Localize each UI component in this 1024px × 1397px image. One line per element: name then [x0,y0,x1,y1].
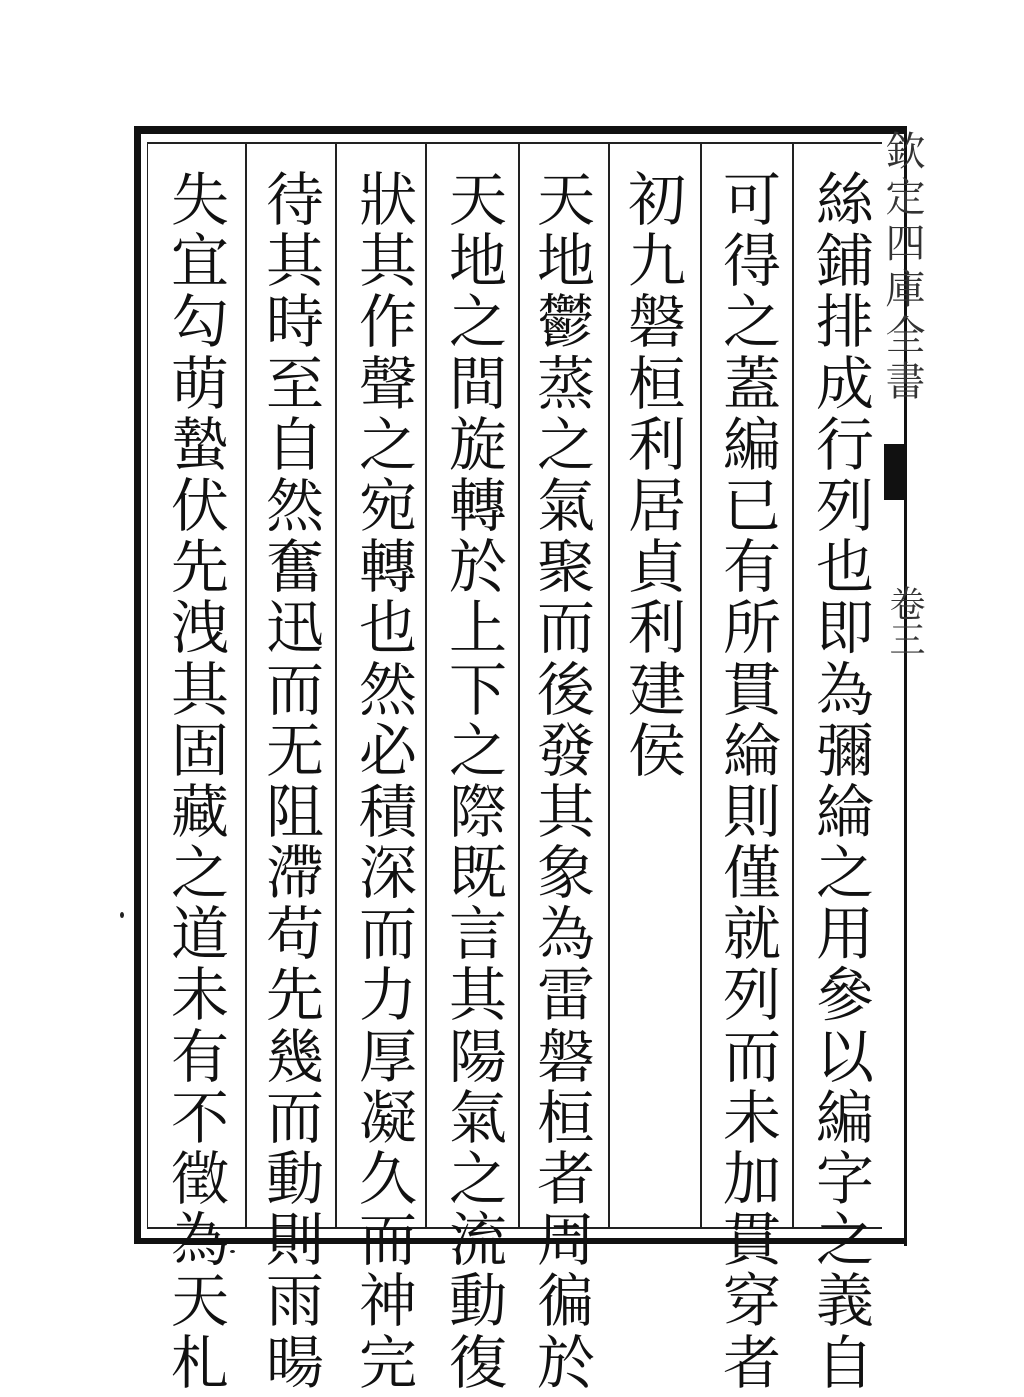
character: 徧 [536,1267,595,1336]
character: 時 [265,288,324,357]
character: 藏 [170,777,229,846]
character: 建 [627,655,686,724]
character: 彌 [815,716,874,785]
text-column-8 [160,166,240,1397]
character: 雨 [265,1267,324,1336]
character: 就 [722,900,781,969]
character: 之 [448,1145,507,1213]
character: 列 [815,471,874,540]
character: 雷 [536,961,595,1030]
character: 迅 [265,594,324,663]
character: 札 [170,1328,229,1397]
character: 編 [722,410,781,479]
character: 僅 [722,839,781,908]
character: 深 [358,839,417,908]
character: 侯 [627,716,686,785]
character: 既 [448,839,507,908]
character: 而 [265,1083,324,1152]
character: 先 [265,961,324,1030]
character: 宜 [170,227,229,296]
character: 作 [358,288,417,357]
character: 天 [536,166,595,234]
column-rule [792,142,794,1229]
character: 動 [448,1267,507,1336]
character: 列 [722,961,781,1030]
character: 暘 [265,1328,324,1397]
margin-title [880,130,924,1230]
character: 後 [536,655,595,724]
character: 必 [358,716,417,785]
character: 鬱 [536,288,595,357]
character: 用 [815,900,874,969]
character: 桓 [536,1083,595,1152]
character: 无 [265,716,324,785]
column-rule [608,142,610,1229]
character: 徵 [170,1145,229,1213]
character: 則 [265,1206,324,1275]
character: 磐 [627,288,686,357]
character: 發 [536,716,595,785]
character: 義 [815,1267,874,1336]
character: 之 [170,839,229,908]
character: 陽 [448,1022,507,1091]
character: 不 [170,1083,229,1152]
character: 字 [815,1145,874,1213]
character: 之 [448,716,507,785]
character: 參 [815,961,874,1030]
character: 然 [265,471,324,540]
character: 洩 [170,594,229,663]
character: 天 [448,166,507,234]
character: 然 [358,655,417,724]
character: 厚 [358,1022,417,1091]
character: 力 [358,961,417,1030]
column-rule [335,142,337,1229]
character: 而 [358,1206,417,1275]
character: 而 [722,1022,781,1091]
character: 至 [265,349,324,418]
character: 蒸 [536,349,595,418]
text-column-6 [348,166,428,1397]
character: 其 [536,777,595,846]
text-column-3 [617,166,697,1230]
character: 狀 [358,166,417,234]
character: 勾 [170,288,229,357]
character: 失 [170,166,229,234]
margin-volume [886,585,958,657]
character: 即 [815,594,874,663]
margin-title-text: 欽定四庫全書 [879,130,925,406]
character: 其 [170,655,229,724]
character: 九 [627,227,686,296]
character: 之 [815,1206,874,1275]
ink-speck [230,1250,235,1253]
column-rule [518,142,520,1229]
ink-speck [120,912,124,918]
character: 之 [815,839,874,908]
character: 於 [536,1328,595,1397]
character: 地 [448,227,507,296]
character: 貫 [722,1206,781,1275]
character: 轉 [358,533,417,602]
character: 蓋 [722,349,781,418]
character: 幾 [265,1022,324,1091]
character: 之 [448,288,507,357]
text-column-1 [805,166,885,1397]
character: 綸 [815,777,874,846]
character: 完 [358,1328,417,1397]
character: 蟄 [170,410,229,479]
character: 氣 [536,471,595,540]
character: 自 [815,1328,874,1397]
text-column-7 [255,166,335,1397]
character: 編 [815,1083,874,1152]
character: 凝 [358,1083,417,1152]
character: 加 [722,1145,781,1213]
character: 先 [170,533,229,602]
character: 固 [170,716,229,785]
character: 萌 [170,349,229,418]
margin-volume-text: 卷三 [884,585,925,657]
text-column-4 [526,166,606,1397]
character: 宛 [358,471,417,540]
character: 象 [536,839,595,908]
character: 為 [170,1206,229,1275]
character: 所 [722,594,781,663]
character: 絲 [815,166,874,234]
character: 排 [815,288,874,357]
character: 際 [448,777,507,846]
character: 得 [722,227,781,296]
character: 言 [448,900,507,969]
character: 未 [170,961,229,1030]
character: 間 [448,349,507,418]
column-rule [700,142,702,1229]
character: 地 [536,227,595,296]
character: 貫 [722,655,781,724]
character: 桓 [627,349,686,418]
character: 下 [448,655,507,724]
character: 奮 [265,533,324,602]
character: 未 [722,1083,781,1152]
character: 旋 [448,410,507,479]
character: 積 [358,777,417,846]
character: 貞 [627,533,686,602]
character: 天 [170,1267,229,1336]
character: 磐 [536,1022,595,1091]
character: 滯 [265,839,324,908]
character: 聚 [536,533,595,602]
character: 穿 [722,1267,781,1336]
character: 初 [627,166,686,234]
character: 也 [358,594,417,663]
fish-tail-mark [884,444,906,500]
character: 也 [815,533,874,602]
character: 行 [815,410,874,479]
character: 之 [536,410,595,479]
character: 道 [170,900,229,969]
character: 以 [815,1022,874,1091]
character: 周 [536,1206,595,1275]
character: 有 [170,1022,229,1091]
character: 為 [536,900,595,969]
character: 轉 [448,471,507,540]
character: 苟 [265,900,324,969]
character: 其 [265,227,324,296]
character: 則 [722,777,781,846]
character: 之 [722,288,781,357]
character: 久 [358,1145,417,1213]
character: 可 [722,166,781,234]
character: 待 [265,166,324,234]
character: 而 [358,900,417,969]
character: 神 [358,1267,417,1336]
character: 者 [722,1328,781,1397]
character: 之 [358,410,417,479]
character: 利 [627,410,686,479]
character: 為 [815,655,874,724]
character: 而 [265,655,324,724]
character: 聲 [358,349,417,418]
character: 氣 [448,1083,507,1152]
character: 流 [448,1206,507,1275]
character: 鋪 [815,227,874,296]
character: 居 [627,471,686,540]
character: 上 [448,594,507,663]
character: 其 [448,961,507,1030]
character: 動 [265,1145,324,1213]
column-rule [245,142,247,1229]
character: 復 [448,1328,507,1397]
character: 其 [358,227,417,296]
character: 成 [815,349,874,418]
text-column-2 [712,166,792,1397]
character: 綸 [722,716,781,785]
character: 有 [722,533,781,602]
text-column-5 [438,166,518,1397]
character: 於 [448,533,507,602]
character: 利 [627,594,686,663]
character: 已 [722,471,781,540]
character: 自 [265,410,324,479]
character: 阻 [265,777,324,846]
character: 而 [536,594,595,663]
character: 者 [536,1145,595,1213]
character: 伏 [170,471,229,540]
